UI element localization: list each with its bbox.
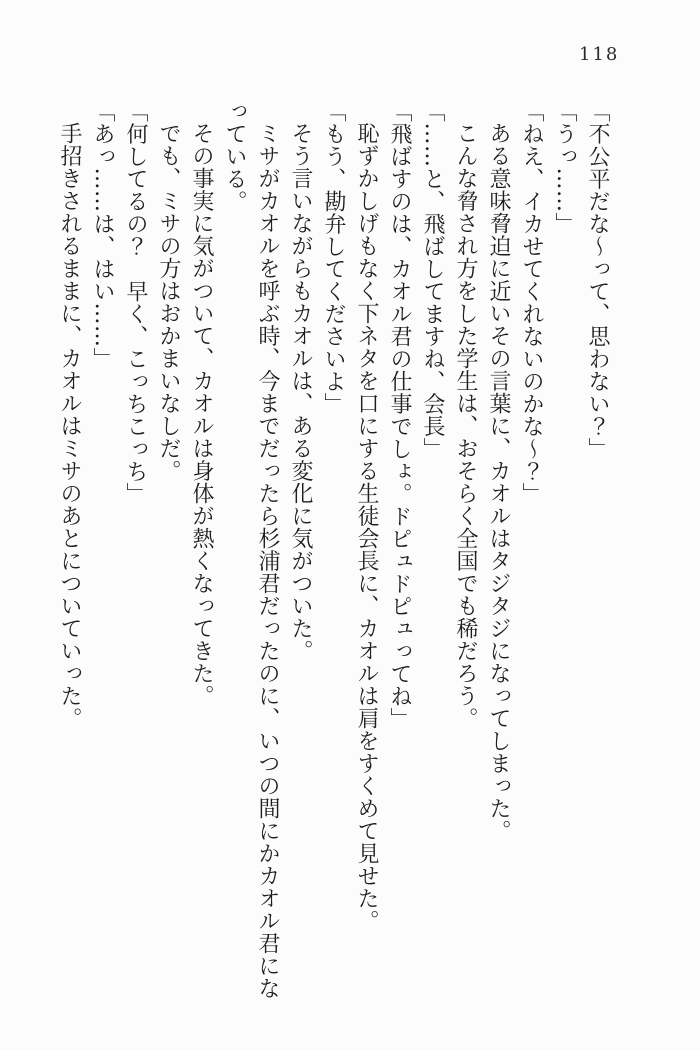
text-column: 恥ずかしげもなく下ネタを口にする生徒会長に、カオルは肩をすくめて見せた。 [354, 122, 379, 932]
text-column: そう言いながらもカオルは、ある変化に気がついた。 [288, 122, 313, 662]
text-column: 「ねえ、イカせてくれないのかな〜？」 [519, 100, 544, 505]
text-column: ミサがカオルを呼ぶ時、今までだったら杉浦君だったのに、いつの間にかカオル君にな [255, 122, 280, 1000]
text-column: ある意味脅迫に近いその言葉に、カオルはタジタジになってしまった。 [486, 122, 511, 842]
text-column: 「もう、勘弁してくださいよ」 [321, 100, 346, 415]
text-column: っている。 [222, 100, 247, 213]
page-number: 118 [579, 44, 620, 65]
text-column: こんな脅され方をした学生は、おそらく全国でも稀だろう。 [453, 122, 478, 730]
text-column: 「飛ばすのは、カオル君の仕事でしょ。ドピュドピュってね」 [387, 100, 412, 730]
text-column: 「うっ……」 [552, 100, 577, 235]
text-column: 「……と、飛ばしてますね、会長」 [420, 100, 445, 460]
text-column: 「何してるの？ 早く、こっちこっち」 [123, 100, 148, 505]
text-column: 「不公平だな〜って、思わない？」 [585, 100, 610, 460]
text-column: でも、ミサの方はおかまいなしだ。 [156, 122, 181, 482]
text-column: 手招きされるままに、カオルはミサのあとについていった。 [57, 122, 82, 730]
text-column: 「あっ……は、はい……」 [90, 100, 115, 370]
text-column: その事実に気がついて、カオルは身体が熱くなってきた。 [189, 122, 214, 707]
text-block [53, 100, 614, 1000]
